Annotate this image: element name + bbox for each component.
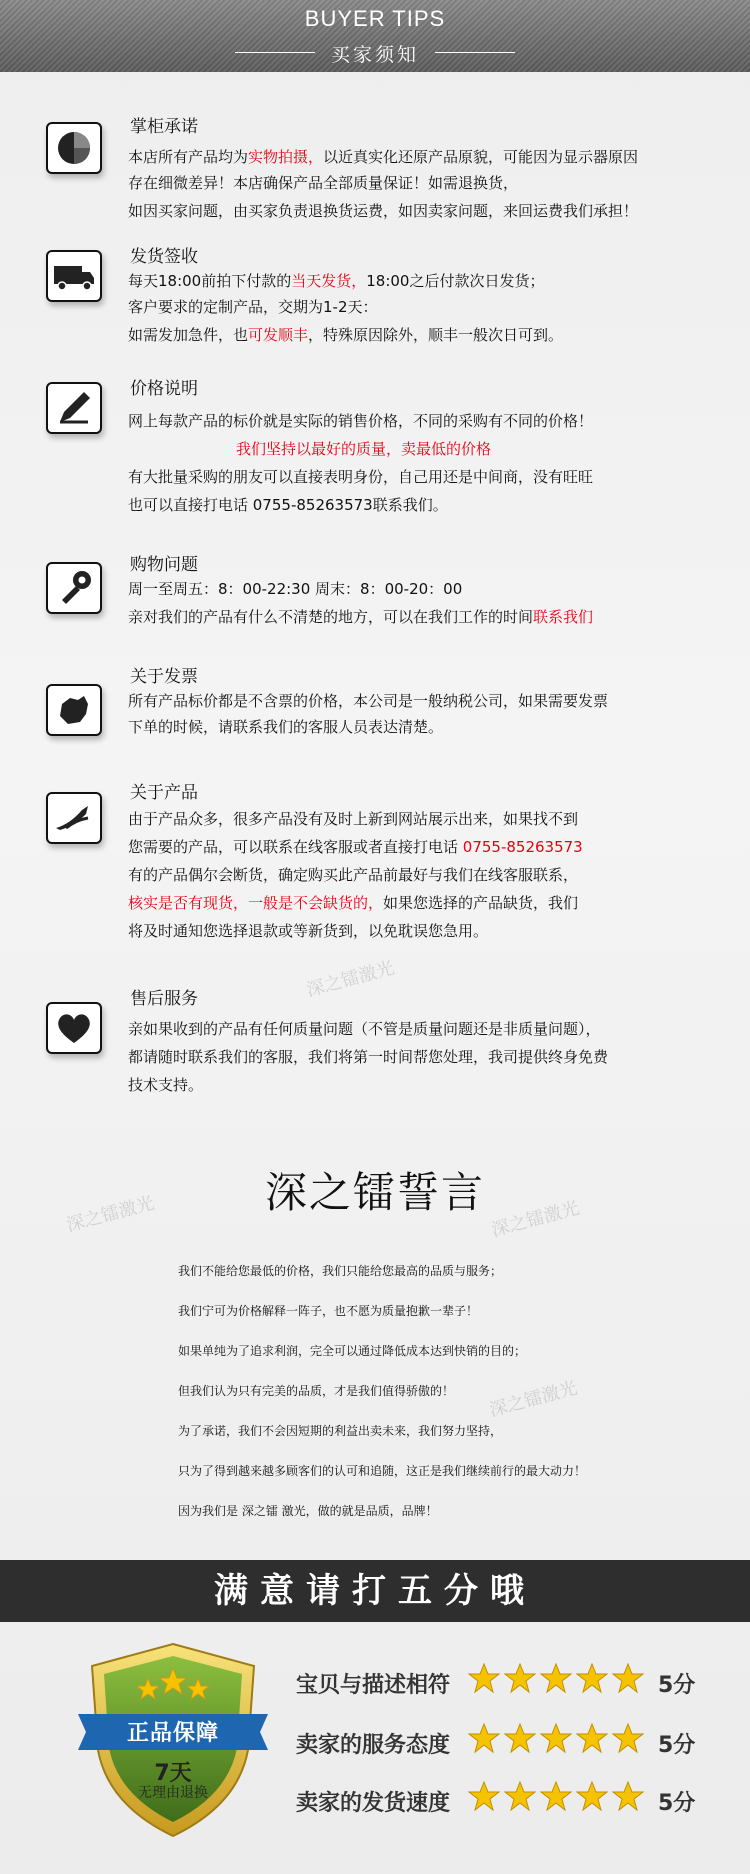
header-en-title: BUYER TIPS (304, 6, 446, 31)
text-span: 每天18:00前拍下付款的 (128, 272, 292, 290)
star-icon (576, 1722, 608, 1758)
star-icon (540, 1780, 572, 1816)
section-line (128, 1074, 203, 1095)
pen-icon (46, 382, 102, 434)
text-span: 都请随时联系我们的客服，我们将第一时间帮您处理，我司提供终身免费 (128, 1048, 609, 1066)
section-line (128, 200, 638, 221)
rating-label: 宝贝与描述相符 (296, 1673, 451, 1698)
rating-row (296, 1662, 716, 1702)
section-product (46, 783, 706, 940)
text-span: 有大批量采购的朋友可以直接表明身份，自己用还是中间商，没有旺旺 (128, 468, 594, 486)
section-title: 关于产品 (130, 783, 198, 803)
section-line (128, 1046, 608, 1067)
star-icon (576, 1662, 608, 1698)
text-span: 技术支持。 (128, 1076, 204, 1094)
text-span: 亲对我们的产品有什么不清楚的地方，可以在我们工作的时间 (128, 608, 534, 626)
section-line (128, 324, 563, 345)
text-span: 如果您选择的产品缺货，我们 (383, 894, 579, 912)
watermark: 深之镭激光 (64, 1192, 157, 1237)
highlight-span: 0755-85263573 (462, 838, 583, 856)
section-title: 掌柜承诺 (130, 117, 198, 137)
star-icon (612, 1780, 644, 1816)
watermark: 深之镭激光 (487, 1377, 580, 1422)
text-span: 下单的时候，请联系我们的客服人员表达清楚。 (128, 718, 444, 736)
text-span: 亲如果收到的产品有任何质量问题（不管是质量问题还是非质量问题）， (128, 1020, 601, 1038)
price-slogan: 我们坚持以最好的质量，卖最低的价格 (236, 440, 492, 458)
section-line (128, 296, 378, 317)
section-title: 关于发票 (130, 667, 198, 687)
section-line (128, 920, 488, 941)
invoice-icon (46, 684, 102, 736)
rating-label: 卖家的发货速度 (296, 1791, 451, 1816)
star-icon (612, 1722, 644, 1758)
badge-days-text: 7天 (154, 1761, 192, 1786)
rating-banner: 满意请打五分哦 (0, 1560, 750, 1622)
text-span: 网上每款产品的标价就是实际的销售价格，不同的采购有不同的价格！ (128, 412, 594, 430)
section-line (128, 690, 608, 711)
star-icon (576, 1780, 608, 1816)
rating-row (296, 1722, 716, 1762)
text-span: 所有产品标价都是不含票的价格，本公司是一般纳税公司，如果需要发票 (128, 692, 609, 710)
buyer-tips-header (0, 0, 750, 72)
section-title: 售后服务 (130, 989, 198, 1009)
motto-line: 因为我们是 深之镭 激光，做的就是品质，品牌！ (178, 1504, 438, 1518)
text-span: 由于产品众多，很多产品没有及时上新到网站展示出来，如果找不到 (128, 810, 579, 828)
section-line (128, 864, 578, 885)
section-line (128, 606, 593, 627)
section-line (128, 716, 443, 737)
rating-stars (468, 1780, 644, 1816)
section-line (128, 1018, 601, 1039)
highlight-span: 实物拍摄， (248, 148, 324, 166)
text-span: 存在细微差异！本店确保产品全部质量保证！如需退换货， (128, 174, 519, 192)
rating-label: 卖家的服务态度 (296, 1733, 451, 1758)
header-line-right (435, 52, 515, 53)
section-line (128, 578, 462, 599)
motto-line: 为了承诺，我们不会因短期的利益出卖未来，我们努力坚持， (178, 1424, 503, 1438)
text-span: 如需发加急件，也 (128, 326, 249, 344)
star-icon (468, 1780, 500, 1816)
badge-main-text: 正品保障 (126, 1721, 219, 1746)
section-price (46, 379, 706, 532)
rating-stars (468, 1662, 644, 1698)
text-span: ，特殊原因除外，顺丰一般次日可到。 (308, 326, 564, 344)
section-title: 购物问题 (130, 555, 198, 575)
header-cn-title: 买家须知 (330, 44, 419, 66)
highlight-span: 核实是否有现货，一般是不会缺货的， (128, 894, 384, 912)
product-icon (46, 792, 102, 844)
pie-chart-icon (46, 122, 102, 174)
motto-line: 我们宁可为价格解释一阵子，也不愿为质量抱歉一辈子！ (178, 1304, 479, 1318)
highlight-span: 当天发货， (291, 272, 367, 290)
section-title: 发货签收 (130, 247, 198, 267)
section-title: 价格说明 (130, 379, 198, 399)
text-span: 周一至周五：8：00-22:30 周末：8：00-20：00 (128, 580, 463, 598)
header-line-left (235, 52, 315, 53)
text-span: 将及时通知您选择退款或等新货到，以免耽误您急用。 (128, 922, 489, 940)
section-line (128, 146, 638, 167)
motto-line: 如果单纯为了追求利润，完全可以通过降低成本达到快销的目的； (178, 1344, 527, 1358)
rating-score: 5分 (658, 1791, 696, 1816)
section-line (128, 892, 578, 913)
star-icon (504, 1662, 536, 1698)
section-line (128, 836, 583, 857)
wrench-icon (46, 562, 102, 614)
heart-icon (46, 1002, 102, 1054)
motto-line: 我们不能给您最低的价格，我们只能给您最高的品质与服务； (178, 1264, 503, 1278)
star-icon (468, 1662, 500, 1698)
motto-line: 但我们认为只有完美的品质，才是我们值得骄傲的！ (178, 1384, 455, 1398)
highlight-span: 可发顺丰 (248, 326, 309, 344)
text-span: 您需要的产品，可以联系在线客服或者直接打电话 (128, 838, 463, 856)
text-span: 如因买家问题，由买家负责退换货运费，如因卖家问题，来回运费我们承担！ (128, 202, 639, 220)
rating-score: 5分 (658, 1733, 696, 1758)
text-span: 以近真实化还原产品原貌，可能因为显示器原因 (323, 148, 639, 166)
text-span: 有的产品偶尔会断货，确定购买此产品前最好与我们在线客服联系， (128, 866, 579, 884)
section-after-sales (46, 989, 706, 1150)
rating-stars (468, 1722, 644, 1758)
rating-score: 5分 (658, 1673, 696, 1698)
star-icon (468, 1722, 500, 1758)
watermark: 深之镭激光 (489, 1197, 582, 1242)
rating-row (296, 1780, 716, 1820)
text-span: 本店所有产品均为 (128, 148, 249, 166)
section-line (128, 410, 593, 431)
star-icon (504, 1780, 536, 1816)
star-icon (540, 1722, 572, 1758)
text-span: 18:00之后付款次日发货； (366, 272, 545, 290)
motto-title: 深之镭誓言 (264, 1168, 485, 1217)
text-span: 也可以直接打电话 0755-85263573联系我们。 (128, 496, 448, 514)
truck-icon (46, 250, 102, 302)
badge-sub-text: 无理由退换 (138, 1785, 208, 1801)
watermark: 深之镭激光 (304, 957, 397, 1002)
section-line (128, 466, 593, 487)
star-icon (540, 1662, 572, 1698)
star-icon (612, 1662, 644, 1698)
section-line (128, 172, 518, 193)
section-line (128, 494, 448, 515)
text-span: 客户要求的定制产品，交期为1-2天： (128, 298, 378, 316)
star-icon (504, 1722, 536, 1758)
section-line (128, 270, 544, 291)
section-line (128, 808, 578, 829)
motto-line: 只为了得到越来越多顾客们的认可和追随，这正是我们继续前行的最大动力！ (178, 1464, 587, 1478)
highlight-span: 联系我们 (533, 608, 594, 626)
